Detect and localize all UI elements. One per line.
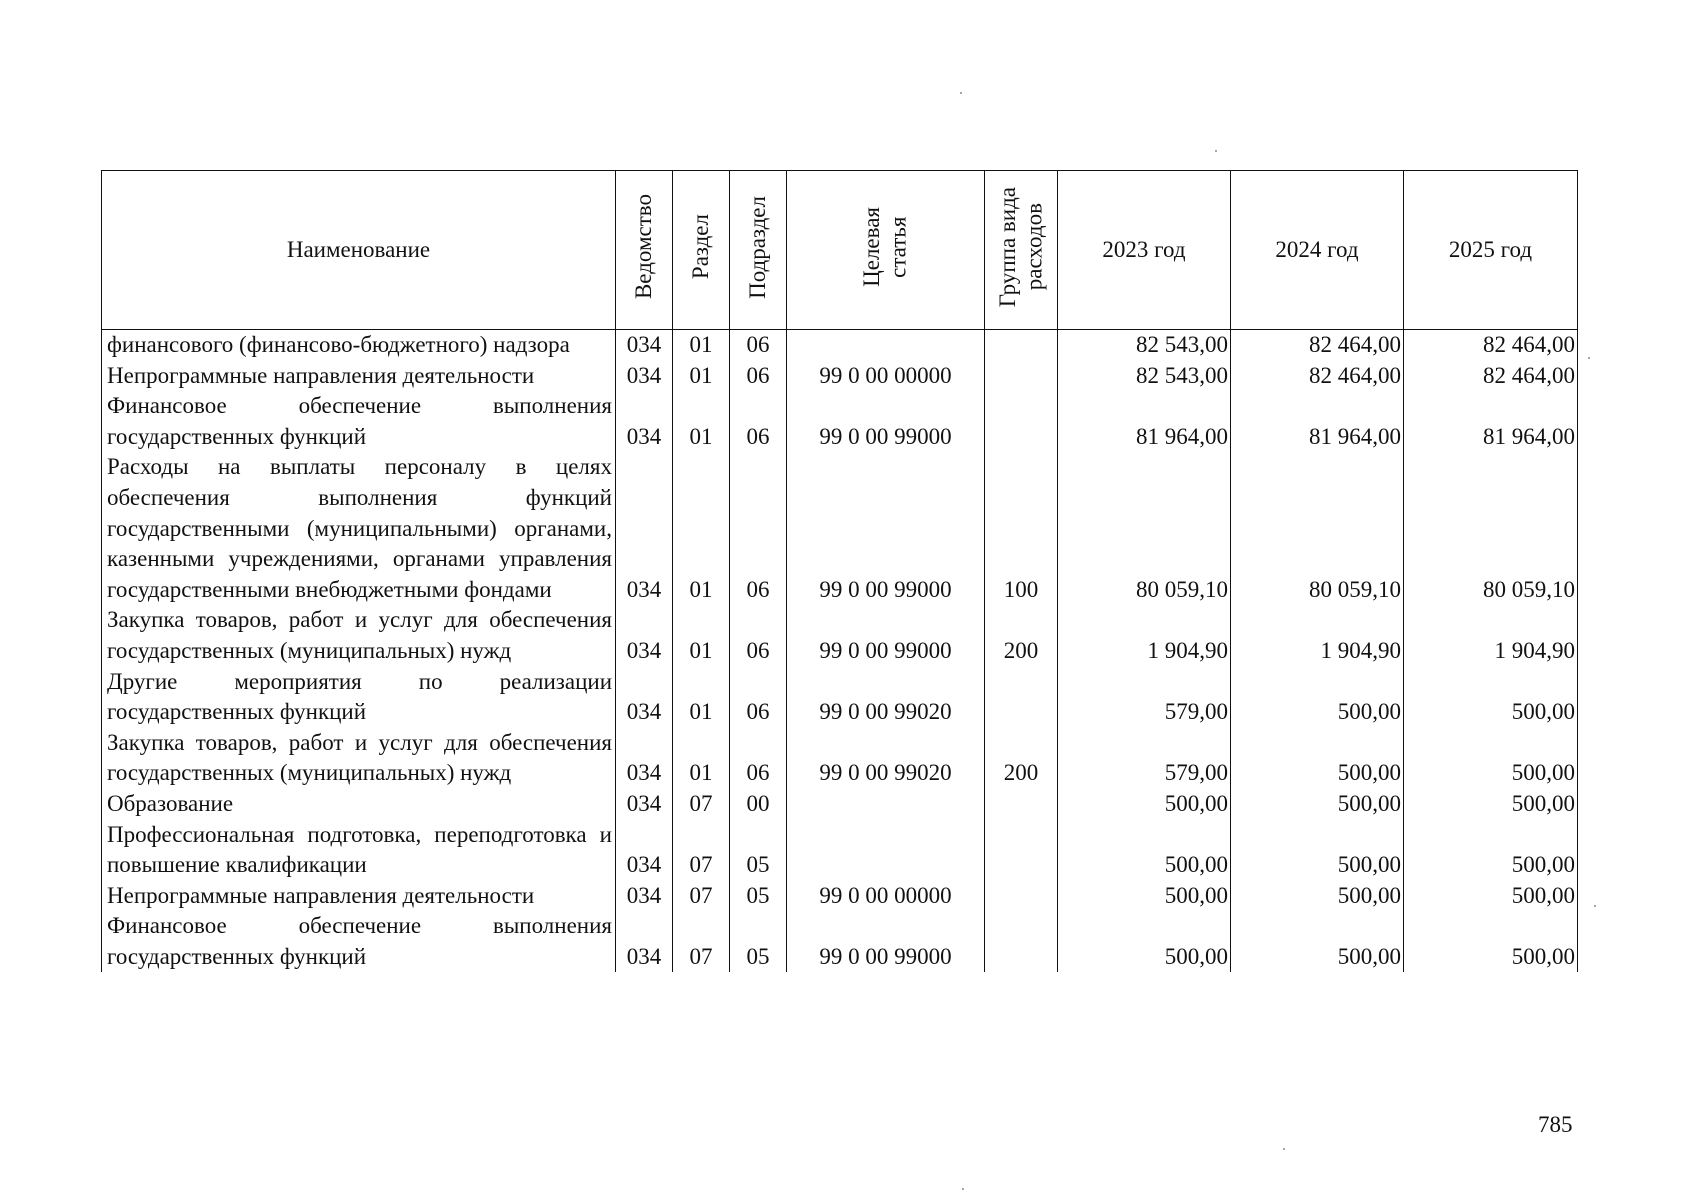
cell-name: Закупка товаров, работ и услуг для обеспечения государственных (муниципальных) нужд — [102, 605, 616, 666]
cell-2024: 500,00 — [1231, 728, 1404, 789]
cell-razdel: 01 — [673, 361, 730, 392]
cell-2024: 80 059,10 — [1231, 452, 1404, 605]
cell-2024: 500,00 — [1231, 820, 1404, 881]
cell-podrazdel: 06 — [730, 330, 787, 361]
cell-celevaya-statya: 99 0 00 99000 — [787, 605, 985, 666]
cell-razdel: 01 — [673, 605, 730, 666]
header-year-2023: 2023 год — [1058, 171, 1231, 330]
cell-celevaya-statya — [787, 820, 985, 881]
table-row — [102, 728, 1578, 789]
table-row — [102, 820, 1578, 881]
scan-speck — [1283, 1148, 1285, 1150]
table-row — [102, 361, 1578, 392]
cell-razdel: 01 — [673, 728, 730, 789]
header-vedomstvo: Ведомство — [616, 171, 673, 330]
cell-celevaya-statya: 99 0 00 99020 — [787, 667, 985, 728]
table-row — [102, 391, 1578, 452]
cell-celevaya-statya: 99 0 00 99000 — [787, 911, 985, 972]
cell-2024: 82 464,00 — [1231, 361, 1404, 392]
cell-vedomstvo: 034 — [616, 881, 673, 912]
cell-razdel: 07 — [673, 820, 730, 881]
cell-2024: 81 964,00 — [1231, 391, 1404, 452]
table-body — [102, 330, 1578, 973]
cell-gruppa: 200 — [985, 728, 1058, 789]
cell-podrazdel: 06 — [730, 667, 787, 728]
cell-2025: 82 464,00 — [1404, 361, 1578, 392]
cell-2023: 579,00 — [1058, 667, 1231, 728]
cell-2023: 579,00 — [1058, 728, 1231, 789]
cell-celevaya-statya — [787, 330, 985, 361]
scan-speck — [960, 92, 962, 94]
cell-celevaya-statya: 99 0 00 99000 — [787, 452, 985, 605]
cell-vedomstvo: 034 — [616, 728, 673, 789]
cell-gruppa: 200 — [985, 605, 1058, 666]
table-row — [102, 789, 1578, 820]
cell-gruppa: 100 — [985, 452, 1058, 605]
budget-table — [101, 170, 1578, 972]
cell-razdel: 01 — [673, 330, 730, 361]
cell-2025: 82 464,00 — [1404, 330, 1578, 361]
header-celevaya-statya: Целевая статья — [787, 171, 985, 330]
cell-2023: 500,00 — [1058, 820, 1231, 881]
cell-2023: 82 543,00 — [1058, 361, 1231, 392]
cell-celevaya-statya: 99 0 00 99020 — [787, 728, 985, 789]
cell-2025: 500,00 — [1404, 667, 1578, 728]
header-gruppa-vida-rashodov: Группа вида расходов — [985, 171, 1058, 330]
header-podrazdel: Подраздел — [730, 171, 787, 330]
cell-name: Закупка товаров, работ и услуг для обеспечения государственных (муниципальных) нужд — [102, 728, 616, 789]
cell-2023: 81 964,00 — [1058, 391, 1231, 452]
cell-podrazdel: 05 — [730, 820, 787, 881]
cell-2024: 1 904,90 — [1231, 605, 1404, 666]
cell-2023: 1 904,90 — [1058, 605, 1231, 666]
cell-gruppa — [985, 820, 1058, 881]
cell-celevaya-statya — [787, 789, 985, 820]
cell-vedomstvo: 034 — [616, 391, 673, 452]
cell-podrazdel: 05 — [730, 911, 787, 972]
cell-name: Непрограммные направления деятельности — [102, 361, 616, 392]
cell-2023: 82 543,00 — [1058, 330, 1231, 361]
table-row — [102, 452, 1578, 605]
cell-gruppa — [985, 911, 1058, 972]
cell-vedomstvo: 034 — [616, 667, 673, 728]
cell-2025: 80 059,10 — [1404, 452, 1578, 605]
cell-name: финансового (финансово-бюджетного) надзора — [102, 330, 616, 361]
cell-2023: 500,00 — [1058, 881, 1231, 912]
table-header-row — [102, 171, 1578, 330]
cell-gruppa — [985, 361, 1058, 392]
cell-name: Расходы на выплаты персоналу в целях обеспечения выполнения функций государственными (муниципальными) органами, казенными учреждениями, органами управления государственными внебюджетными фондами — [102, 452, 616, 605]
cell-vedomstvo: 034 — [616, 330, 673, 361]
cell-podrazdel: 06 — [730, 728, 787, 789]
cell-2024: 500,00 — [1231, 911, 1404, 972]
cell-vedomstvo: 034 — [616, 361, 673, 392]
cell-2024: 500,00 — [1231, 789, 1404, 820]
header-razdel: Раздел — [673, 171, 730, 330]
cell-name: Профессиональная подготовка, переподготовка и повышение квалификации — [102, 820, 616, 881]
cell-gruppa — [985, 789, 1058, 820]
cell-celevaya-statya: 99 0 00 99000 — [787, 391, 985, 452]
cell-podrazdel: 05 — [730, 881, 787, 912]
cell-name: Финансовое обеспечение выполнения государственных функций — [102, 911, 616, 972]
page-number: 785 — [1538, 1112, 1573, 1137]
scan-speck — [1594, 905, 1596, 907]
table-row — [102, 911, 1578, 972]
cell-celevaya-statya: 99 0 00 00000 — [787, 361, 985, 392]
cell-2025: 500,00 — [1404, 820, 1578, 881]
cell-2024: 500,00 — [1231, 881, 1404, 912]
cell-gruppa — [985, 330, 1058, 361]
cell-name: Финансовое обеспечение выполнения государственных функций — [102, 391, 616, 452]
cell-2025: 500,00 — [1404, 728, 1578, 789]
cell-vedomstvo: 034 — [616, 820, 673, 881]
header-name: Наименование — [102, 171, 616, 330]
cell-podrazdel: 00 — [730, 789, 787, 820]
cell-name: Другие мероприятия по реализации государственных функций — [102, 667, 616, 728]
cell-2023: 500,00 — [1058, 911, 1231, 972]
cell-podrazdel: 06 — [730, 361, 787, 392]
cell-gruppa — [985, 667, 1058, 728]
header-year-2025: 2025 год — [1404, 171, 1578, 330]
cell-vedomstvo: 034 — [616, 605, 673, 666]
cell-podrazdel: 06 — [730, 605, 787, 666]
table-row — [102, 330, 1578, 361]
cell-name: Образование — [102, 789, 616, 820]
cell-2025: 81 964,00 — [1404, 391, 1578, 452]
scan-speck — [962, 1188, 964, 1190]
cell-2023: 500,00 — [1058, 789, 1231, 820]
cell-razdel: 01 — [673, 452, 730, 605]
cell-vedomstvo: 034 — [616, 911, 673, 972]
cell-2025: 1 904,90 — [1404, 605, 1578, 666]
cell-gruppa — [985, 391, 1058, 452]
cell-gruppa — [985, 881, 1058, 912]
cell-vedomstvo: 034 — [616, 789, 673, 820]
cell-razdel: 01 — [673, 391, 730, 452]
cell-name: Непрограммные направления деятельности — [102, 881, 616, 912]
header-year-2024: 2024 год — [1231, 171, 1404, 330]
cell-2025: 500,00 — [1404, 881, 1578, 912]
cell-razdel: 01 — [673, 667, 730, 728]
table-row — [102, 881, 1578, 912]
table-row — [102, 667, 1578, 728]
cell-2025: 500,00 — [1404, 789, 1578, 820]
cell-vedomstvo: 034 — [616, 452, 673, 605]
cell-razdel: 07 — [673, 881, 730, 912]
cell-razdel: 07 — [673, 911, 730, 972]
cell-podrazdel: 06 — [730, 391, 787, 452]
cell-celevaya-statya: 99 0 00 00000 — [787, 881, 985, 912]
cell-podrazdel: 06 — [730, 452, 787, 605]
cell-2023: 80 059,10 — [1058, 452, 1231, 605]
cell-2024: 500,00 — [1231, 667, 1404, 728]
scan-speck — [1588, 357, 1590, 359]
scan-speck — [1215, 150, 1217, 152]
cell-razdel: 07 — [673, 789, 730, 820]
cell-2024: 82 464,00 — [1231, 330, 1404, 361]
cell-2025: 500,00 — [1404, 911, 1578, 972]
table-row — [102, 605, 1578, 666]
